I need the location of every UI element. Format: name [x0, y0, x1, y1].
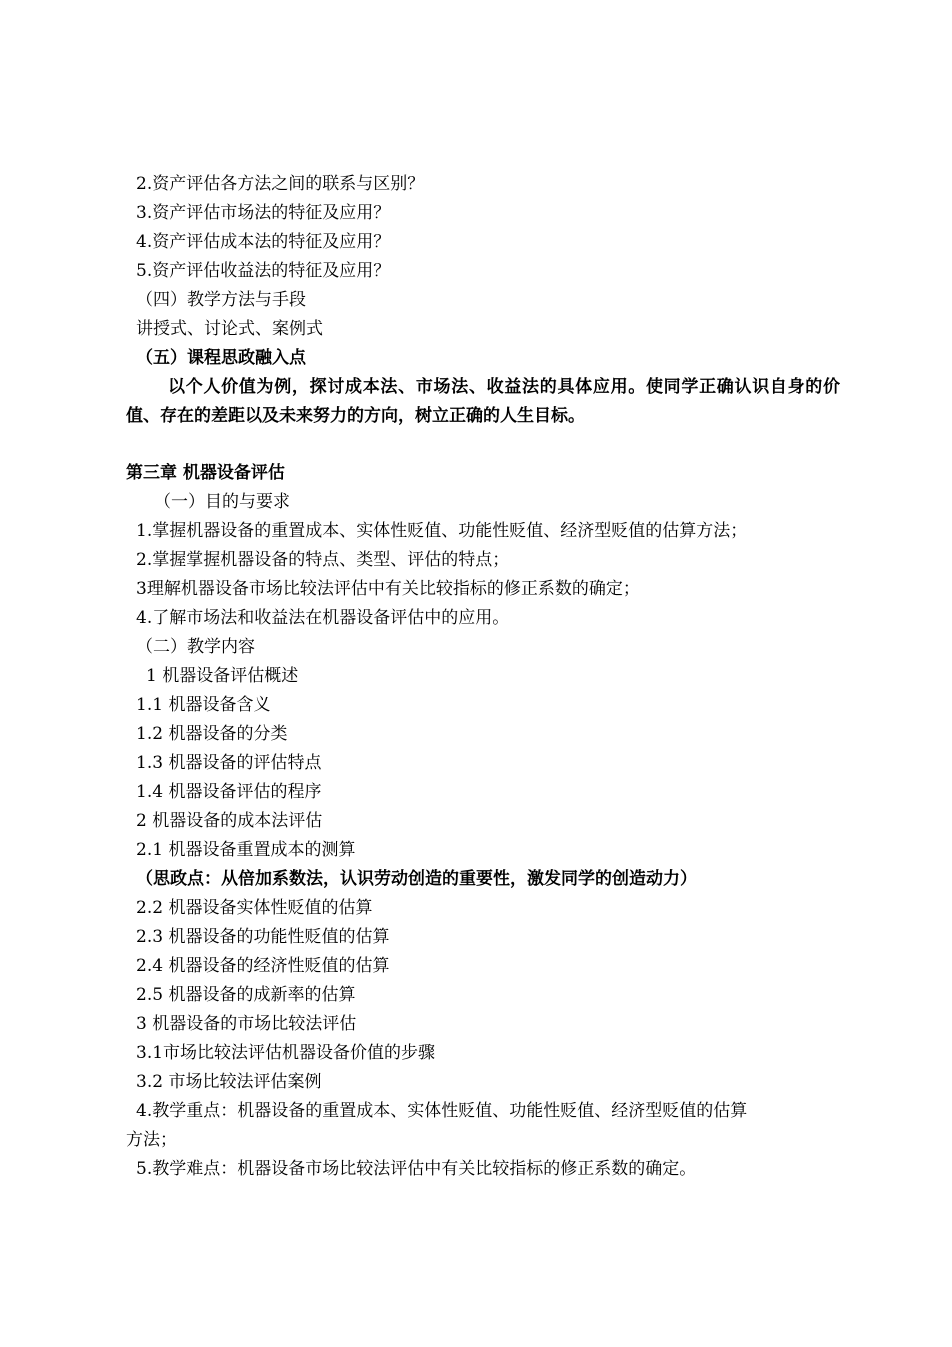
section-2-item: 2.2 机器设备实体性贬值的估算 — [136, 898, 373, 918]
section-3-item: 3.2 市场比较法评估案例 — [136, 1072, 322, 1092]
key-points — [126, 1097, 840, 1155]
question-item-2: 2.资产评估各方法之间的联系与区别？ — [136, 174, 425, 194]
goal-item-4: 4.了解市场法和收益法在机器设备评估中的应用。 — [136, 608, 510, 628]
key-points-line: 4.教学重点：机器设备的重置成本、实体性贬值、功能性贬值、经济型贬值的估算 — [136, 1101, 748, 1121]
section-2-item: 2.3 机器设备的功能性贬值的估算 — [136, 927, 390, 947]
section-3-item: 3.1市场比较法评估机器设备价值的步骤 — [136, 1043, 436, 1063]
section-2-item: 2.4 机器设备的经济性贬值的估算 — [136, 956, 390, 976]
section-2-item: 2.1 机器设备重置成本的测算 — [136, 840, 356, 860]
goal-item-2: 2.掌握掌握机器设备的特点、类型、评估的特点； — [136, 550, 510, 570]
key-points-line: 方法； — [126, 1130, 177, 1150]
document-content — [126, 170, 840, 1184]
question-item-5: 5.资产评估收益法的特征及应用？ — [136, 261, 391, 281]
content-heading: （二）教学内容 — [136, 637, 255, 657]
section-2-item: 2.5 机器设备的成新率的估算 — [136, 985, 356, 1005]
section-1-item: 1.1 机器设备含义 — [136, 695, 271, 715]
section-1-item: 1.2 机器设备的分类 — [136, 724, 288, 744]
difficulty-points: 5.教学难点：机器设备市场比较法评估中有关比较指标的修正系数的确定。 — [136, 1159, 697, 1179]
spacer — [126, 431, 840, 459]
section-2-heading: 2 机器设备的成本法评估 — [136, 811, 323, 831]
goal-item-1: 1.掌握机器设备的重置成本、实体性贬值、功能性贬值、经济型贬值的估算方法； — [136, 521, 748, 541]
teaching-method-text: 讲授式、讨论式、案例式 — [136, 319, 323, 339]
teaching-method-heading: （四）教学方法与手段 — [136, 290, 306, 310]
goals-heading: （一）目的与要求 — [154, 492, 290, 512]
section-3-heading: 3 机器设备的市场比较法评估 — [136, 1014, 357, 1034]
question-item-3: 3.资产评估市场法的特征及应用？ — [136, 203, 391, 223]
section-1-heading: 1 机器设备评估概述 — [146, 666, 299, 686]
ideology-heading: （五）课程思政融入点 — [136, 348, 306, 368]
goal-item-3: 3理解机器设备市场比较法评估中有关比较指标的修正系数的确定； — [136, 579, 640, 599]
ideology-paragraph: 以个人价值为例，探讨成本法、市场法、收益法的具体应用。使同学正确认识自身的价值、存在的差距以及未来努力的方向，树立正确的人生目标。 — [126, 377, 840, 426]
section-1-item: 1.4 机器设备评估的程序 — [136, 782, 322, 802]
question-item-4: 4.资产评估成本法的特征及应用？ — [136, 232, 391, 252]
chapter-title: 第三章 机器设备评估 — [126, 463, 285, 483]
ideology-point: （思政点：从倍加系数法，认识劳动创造的重要性，激发同学的创造动力） — [136, 869, 697, 889]
section-1-item: 1.3 机器设备的评估特点 — [136, 753, 322, 773]
